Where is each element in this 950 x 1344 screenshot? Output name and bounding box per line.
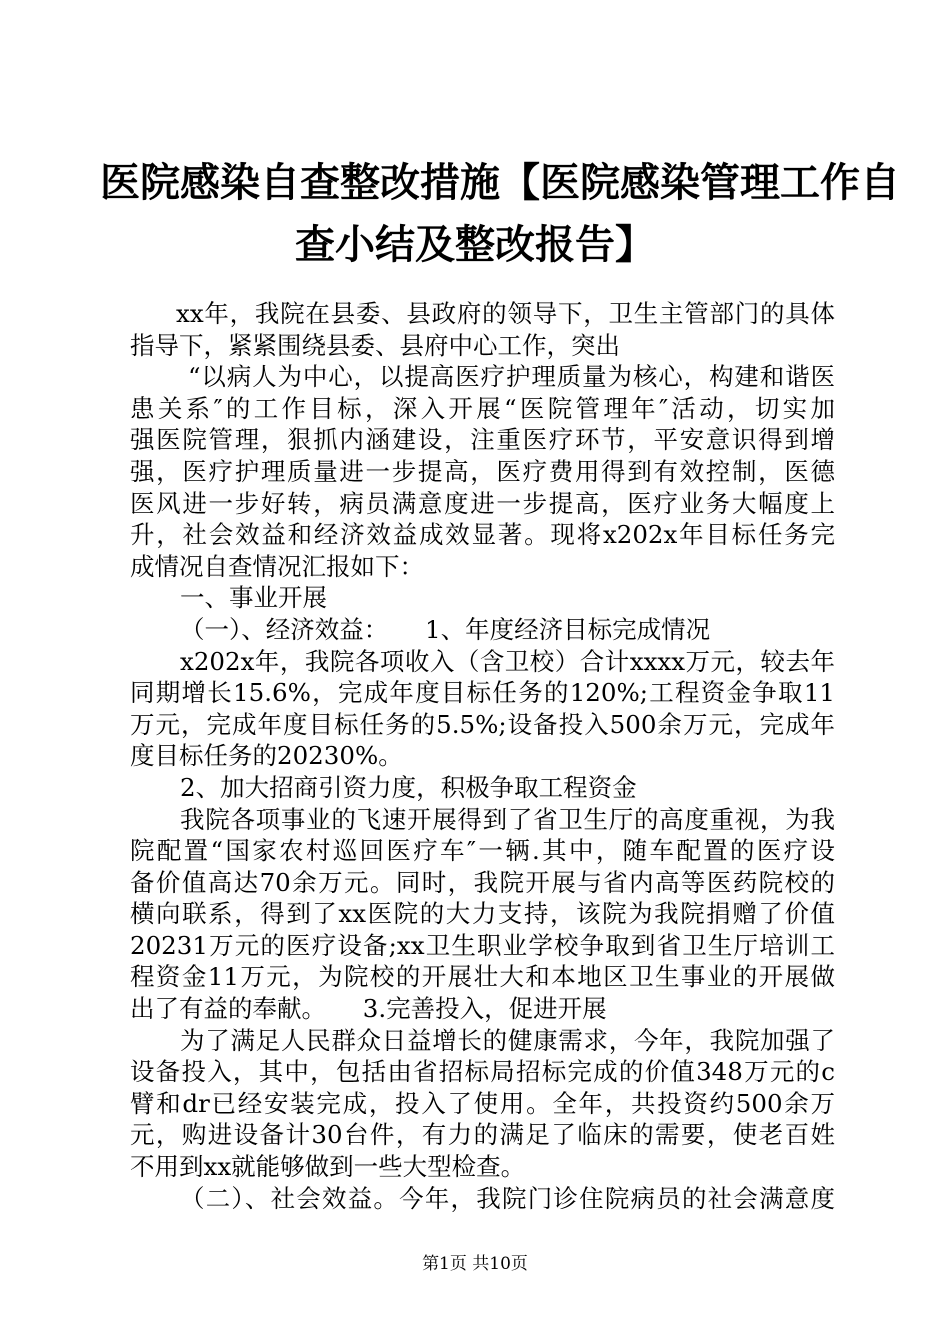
body-line: 臂和dr已经安装完成，投入了使用。全年，共投资约500余万 xyxy=(130,1088,835,1118)
subsection-heading: （一）、经济效益： 1、年度经济目标完成情况 xyxy=(180,614,711,644)
subsection-heading: 2、加大招商引资力度，积极争取工程资金 xyxy=(180,772,637,802)
body-line: 20231万元的医疗设备;xx卫生职业学校争取到省卫生厅培训工 xyxy=(130,930,835,960)
section-heading: 一、事业开展 xyxy=(180,583,327,613)
body-line: 程资金11万元，为院校的开展壮大和本地区卫生事业的开展做 xyxy=(130,962,835,992)
body-line: 设备投入，其中，包括由省招标局招标完成的价值348万元的c xyxy=(130,1057,835,1087)
body-line: 院配置“国家农村巡回医疗车″一辆.其中，随车配置的医疗设 xyxy=(130,836,835,866)
body-line: x202x年，我院各项收入（含卫校）合计xxxx万元，较去年 xyxy=(180,646,835,676)
body-line: 横向联系，得到了xx医院的大力支持，该院为我院捐赠了价值 xyxy=(130,899,835,929)
body-line: 备价值高达70余万元。同时，我院开展与省内高等医药院校的 xyxy=(130,867,835,897)
body-line: 为了满足人民群众日益增长的健康需求，今年，我院加强了 xyxy=(180,1025,835,1055)
body-line: 指导下，紧紧围绕县委、县府中心工作，突出 xyxy=(130,330,620,360)
body-line: 元，购进设备计30台件，有力的满足了临床的需要，使老百姓 xyxy=(130,1120,835,1150)
body-line: 不用到xx就能够做到一些大型检查。 xyxy=(130,1152,526,1182)
body-line: 同期增长15.6%，完成年度目标任务的120%;工程资金争取11 xyxy=(130,678,835,708)
body-line: 万元，完成年度目标任务的5.5%;设备投入500余万元，完成年 xyxy=(130,709,835,739)
body-line: 患关系″的工作目标，深入开展“医院管理年″活动，切实加 xyxy=(130,393,835,423)
body-line: （二）、社会效益。今年，我院门诊住院病员的社会满意度 xyxy=(180,1183,835,1213)
body-line: xx年，我院在县委、县政府的领导下，卫生主管部门的具体 xyxy=(176,299,835,328)
title-line-2: 查小结及整改报告】 xyxy=(295,221,655,268)
body-line: “以病人为中心，以提高医疗护理质量为核心，构建和谐医 xyxy=(188,362,835,392)
body-line: 强，医疗护理质量进一步提高，医疗费用得到有效控制，医德 xyxy=(130,456,835,486)
body-line: 出了有益的奉献。 3.完善投入，促进开展 xyxy=(130,994,607,1024)
title-line-1: 医院感染自查整改措施【医院感染管理工作自 xyxy=(100,159,900,206)
body-line: 成情况自查情况汇报如下： xyxy=(130,551,424,581)
body-line: 度目标任务的20230%。 xyxy=(130,741,403,771)
body-line: 升，社会效益和经济效益成效显著。现将x202x年目标任务完 xyxy=(130,520,835,550)
body-line: 强医院管理，狠抓内涵建设，注重医疗环节，平安意识得到增 xyxy=(130,425,835,455)
body-line: 医风进一步好转，病员满意度进一步提高，医疗业务大幅度上 xyxy=(130,488,835,518)
body-line: 我院各项事业的飞速开展得到了省卫生厅的高度重视，为我 xyxy=(180,804,835,834)
page-footer: 第1页 共10页 xyxy=(422,1254,528,1274)
document-body xyxy=(130,298,835,1214)
